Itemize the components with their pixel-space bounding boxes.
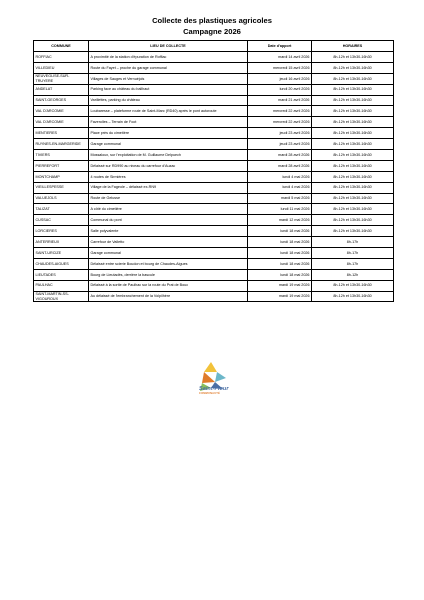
- horaires-cell: 8h-12h et 13h30-16h30: [312, 117, 394, 128]
- date-cell: mardi 19 mai 2026: [248, 280, 312, 291]
- horaires-cell: 8h-12h et 13h30-16h30: [312, 215, 394, 226]
- date-cell: lundi 18 mai 2026: [248, 269, 312, 280]
- date-cell: mercredi 22 avril 2026: [248, 106, 312, 117]
- commune-cell: VAL D'ARCOMIE: [34, 106, 89, 117]
- horaires-cell: 8h-12h et 13h30-16h30: [312, 150, 394, 161]
- header-horaires: HORAIRES: [312, 41, 394, 52]
- horaires-cell: 8h-17h: [312, 248, 394, 259]
- horaires-cell: 8h-12h et 13h30-16h30: [312, 95, 394, 106]
- commune-cell: LORCIERES: [34, 226, 89, 237]
- lieu-cell: A côté du cimetière: [89, 204, 248, 215]
- horaires-cell: 8h-12h et 13h30-16h30: [312, 73, 394, 84]
- commune-cell: ANTERRIEUX: [34, 237, 89, 248]
- date-cell: mardi 5 mai 2026: [248, 193, 312, 204]
- horaires-cell: 8h-12h et 13h30-16h30: [312, 291, 394, 302]
- lieu-cell: Route de Gelusse: [89, 193, 248, 204]
- horaires-cell: 8h-12h et 13h30-16h30: [312, 106, 394, 117]
- lieu-cell: Loubaresse – plateforme route de Saint-Marc (RD40) après le pont autoroute: [89, 106, 248, 117]
- commune-cell: MONTCHAMP: [34, 171, 89, 182]
- commune-cell: ROFFIAC: [34, 52, 89, 63]
- lieu-cell: Mossaloux, sur l'exploitation de M. Guillaume Delpuech: [89, 150, 248, 161]
- commune-cell: SAINT-GEORGES: [34, 95, 89, 106]
- commune-cell: TIVIERS: [34, 150, 89, 161]
- table-row: [34, 182, 394, 193]
- header-lieu: LIEU DE COLLECTE: [89, 41, 248, 52]
- lieu-cell: Villages de Sauges et Vernuéjols: [89, 73, 248, 84]
- table-row: [34, 248, 394, 259]
- date-cell: mardi 14 avril 2026: [248, 52, 312, 63]
- lieu-cell: Au délaissé de l'embranchement de la Volpilhère: [89, 291, 248, 302]
- commune-cell: PAULHAC: [34, 280, 89, 291]
- date-cell: lundi 18 mai 2026: [248, 258, 312, 269]
- commune-cell: VIEILLESPESSE: [34, 182, 89, 193]
- date-cell: lundi 11 mai 2026: [248, 204, 312, 215]
- collection-table: [33, 40, 394, 302]
- logo-subtitle: COMMUNAUTÉ: [199, 392, 221, 395]
- table-row: [34, 269, 394, 280]
- table-row: [34, 95, 394, 106]
- header-date: Date d'apport: [248, 41, 312, 52]
- document-title: Collecte des plastiques agricoles: [152, 16, 272, 25]
- table-header-row: [34, 41, 394, 52]
- lieu-cell: Garage communal: [89, 248, 248, 259]
- horaires-cell: 8h-12h et 13h30-16h30: [312, 160, 394, 171]
- table-row: [34, 117, 394, 128]
- horaires-cell: 8h-12h et 13h30-16h30: [312, 52, 394, 63]
- lieu-cell: Village de la Fageole – délaissé ex-RN9: [89, 182, 248, 193]
- horaires-cell: 8h-12h et 13h30-16h30: [312, 226, 394, 237]
- horaires-cell: 8h-12h et 13h30-16h30: [312, 128, 394, 139]
- date-cell: mardi 12 mai 2026: [248, 215, 312, 226]
- table-row: [34, 291, 394, 302]
- date-cell: jeudi 23 avril 2026: [248, 139, 312, 150]
- date-cell: mardi 19 mai 2026: [248, 291, 312, 302]
- table-row: [34, 73, 394, 84]
- commune-cell: VILLEDIEU: [34, 62, 89, 73]
- commune-cell: NEUVEGLISE-SUR-TRUYERE: [34, 73, 89, 84]
- horaires-cell: 8h-17h: [312, 258, 394, 269]
- table-row: [34, 226, 394, 237]
- horaires-cell: 8h-12h et 13h30-16h30: [312, 280, 394, 291]
- table-row: [34, 160, 394, 171]
- commune-cell: MENTIERES: [34, 128, 89, 139]
- commune-cell: PIERREFORT: [34, 160, 89, 171]
- commune-cell: LIEUTADES: [34, 269, 89, 280]
- horaires-cell: 8h-12h: [312, 269, 394, 280]
- commune-cell: RUYNES-EN-MARGERIDE: [34, 139, 89, 150]
- title-block: [0, 15, 424, 37]
- table-row: [34, 193, 394, 204]
- table-row: [34, 171, 394, 182]
- table-row: [34, 280, 394, 291]
- table-row: [34, 204, 394, 215]
- table-row: [34, 128, 394, 139]
- lieu-cell: Place près du cimetière: [89, 128, 248, 139]
- commune-cell: VALUEJOLS: [34, 193, 89, 204]
- lieu-cell: Carrefour de Valletto: [89, 237, 248, 248]
- date-cell: lundi 18 mai 2026: [248, 248, 312, 259]
- horaires-cell: 8h-12h et 13h30-16h30: [312, 84, 394, 95]
- commune-cell: TALIZAT: [34, 204, 89, 215]
- commune-cell: CHAUDES-AIGUES: [34, 258, 89, 269]
- horaires-cell: 8h-17h: [312, 237, 394, 248]
- document-subtitle: Campagne 2026: [183, 27, 241, 36]
- table-row: [34, 237, 394, 248]
- commune-cell: SAINT-MARTIN-SS-VIGOUROUX: [34, 291, 89, 302]
- logo-text: [199, 386, 259, 395]
- lieu-cell: Bourg de Lieutadès, derrière la bascule: [89, 269, 248, 280]
- lieu-cell: Délaissé sur RD990 au niveau du carrefour d'Auzac: [89, 160, 248, 171]
- date-cell: mercredi 22 avril 2026: [248, 117, 312, 128]
- horaires-cell: 8h-12h et 13h30-16h30: [312, 171, 394, 182]
- lieu-cell: Varillettes, parking du château: [89, 95, 248, 106]
- table-row: [34, 150, 394, 161]
- lieu-cell: Salle polyvalente: [89, 226, 248, 237]
- commune-cell: CUSSAC: [34, 215, 89, 226]
- lieu-cell: Faverolles – Terrain de Foot: [89, 117, 248, 128]
- date-cell: mardi 28 avril 2026: [248, 150, 312, 161]
- table-row: [34, 106, 394, 117]
- table-row: [34, 215, 394, 226]
- lieu-cell: A proximité de la station d'épuration de Roffiac: [89, 52, 248, 63]
- lieu-cell: Route du Fayet – proche du garage communal: [89, 62, 248, 73]
- lieu-cell: Communal du pont: [89, 215, 248, 226]
- horaires-cell: 8h-12h et 13h30-16h30: [312, 204, 394, 215]
- horaires-cell: 8h-12h et 13h30-16h30: [312, 182, 394, 193]
- logo-name: Saint-Flour: [199, 386, 229, 392]
- table-row: [34, 139, 394, 150]
- date-cell: jeudi 23 avril 2026: [248, 128, 312, 139]
- commune-cell: SAINT-URCIZE: [34, 248, 89, 259]
- date-cell: lundi 4 mai 2026: [248, 182, 312, 193]
- date-cell: lundi 20 avril 2026: [248, 84, 312, 95]
- lieu-cell: Délaissé entre scierie Boudon et bourg de Chaudes-Aigues: [89, 258, 248, 269]
- table-row: [34, 52, 394, 63]
- lieu-cell: Délaissé à la sortie de Paulhac sur la route du Prat de Bouc: [89, 280, 248, 291]
- date-cell: lundi 18 mai 2026: [248, 226, 312, 237]
- horaires-cell: 8h-12h et 13h30-16h30: [312, 193, 394, 204]
- date-cell: lundi 4 mai 2026: [248, 171, 312, 182]
- table-row: [34, 258, 394, 269]
- table-row: [34, 84, 394, 95]
- commune-cell: VAL D'ARCOMIE: [34, 117, 89, 128]
- date-cell: mercredi 15 avril 2026: [248, 62, 312, 73]
- date-cell: jeudi 16 avril 2026: [248, 73, 312, 84]
- horaires-cell: 8h-12h et 13h30-16h30: [312, 62, 394, 73]
- date-cell: lundi 18 mai 2026: [248, 237, 312, 248]
- table-body: [34, 52, 394, 302]
- lieu-cell: Garage communal: [89, 139, 248, 150]
- commune-cell: ANDELAT: [34, 84, 89, 95]
- header-commune: COMMUNE: [34, 41, 89, 52]
- lieu-cell: Parking face au château du ballhaut: [89, 84, 248, 95]
- date-cell: mardi 21 avril 2026: [248, 95, 312, 106]
- horaires-cell: 8h-12h et 13h30-16h30: [312, 139, 394, 150]
- date-cell: mardi 28 avril 2026: [248, 160, 312, 171]
- table-row: [34, 62, 394, 73]
- lieu-cell: 4 routes de Sirmières: [89, 171, 248, 182]
